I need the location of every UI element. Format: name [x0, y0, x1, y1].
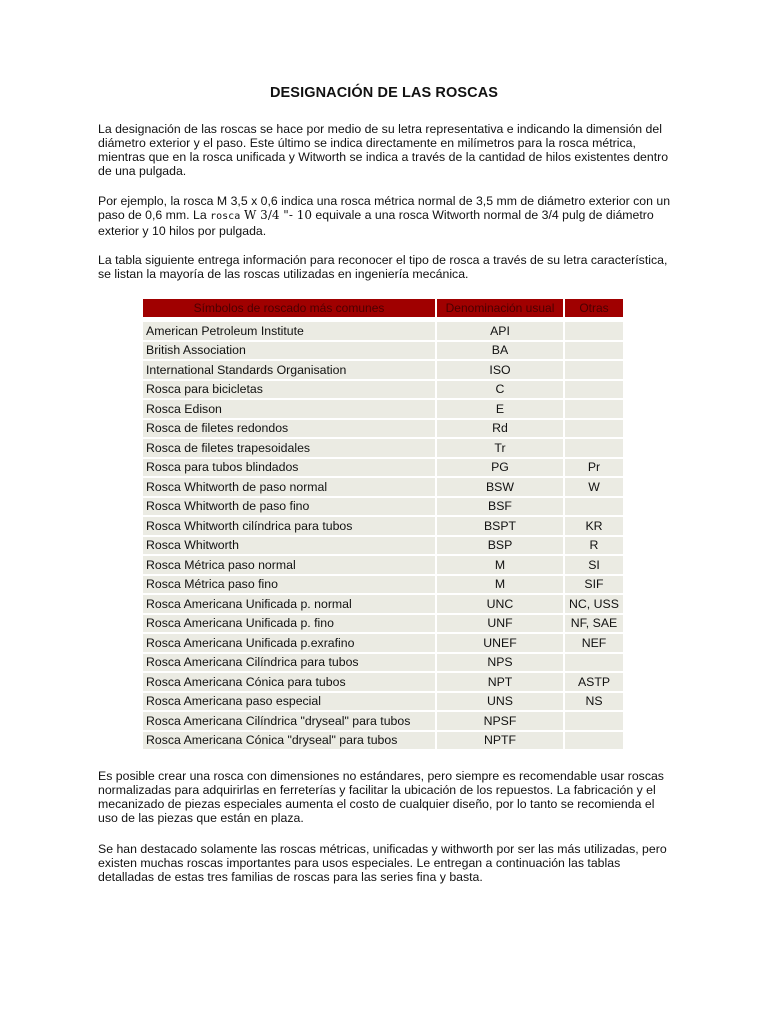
- table-row: [143, 361, 623, 381]
- header-others: Otras: [565, 299, 623, 317]
- cell-thread-name: Rosca Whitworth de paso fino: [143, 498, 437, 518]
- table-row: [143, 517, 623, 537]
- cell-thread-other: [565, 712, 623, 732]
- cell-thread-other: [565, 420, 623, 440]
- table-row: [143, 615, 623, 635]
- cell-thread-name: Rosca Americana Unificada p.exrafino: [143, 634, 437, 654]
- cell-thread-symbol: BA: [437, 342, 565, 362]
- cell-thread-name: Rosca Americana paso especial: [143, 693, 437, 713]
- cell-thread-name: Rosca Edison: [143, 400, 437, 420]
- cell-thread-symbol: UNS: [437, 693, 565, 713]
- table-row: [143, 478, 623, 498]
- cell-thread-other: W: [565, 478, 623, 498]
- cell-thread-name: Rosca Americana Cónica "dryseal" para tubos: [143, 732, 437, 752]
- cell-thread-symbol: BSPT: [437, 517, 565, 537]
- nonstandard-paragraph: Es posible crear una rosca con dimensiones no estándares, pero siempre es recomendable usar roscas normalizadas para adquirirlas en ferreterías y facilitar la ubicación de los repuestos. La fabricación y el mecanizado de piezas especiales aumenta el costo de cualquier diseño, por lo tanto se recomienda el uso de las piezas que están en plaza.: [98, 769, 664, 825]
- table-body: [143, 317, 623, 751]
- cell-thread-other: [565, 361, 623, 381]
- cell-thread-other: [565, 400, 623, 420]
- header-denomination: Denominación usual: [437, 299, 565, 317]
- example-text-after: equivale a una rosca Witworth normal de 3/4 pulg de diámetro exterior y 10 hilos por pulgada.: [98, 208, 654, 238]
- cell-thread-name: Rosca Americana Cilíndrica para tubos: [143, 654, 437, 674]
- cell-thread-symbol: NPSF: [437, 712, 565, 732]
- table-row: [143, 420, 623, 440]
- table-row: [143, 673, 623, 693]
- cell-thread-name: American Petroleum Institute: [143, 322, 437, 342]
- table-row: [143, 654, 623, 674]
- table-row: [143, 634, 623, 654]
- cell-thread-other: NF, SAE: [565, 615, 623, 635]
- cell-thread-name: Rosca Whitworth: [143, 537, 437, 557]
- cell-thread-symbol: M: [437, 576, 565, 596]
- cell-thread-name: Rosca para bicicletas: [143, 381, 437, 401]
- cell-thread-other: [565, 498, 623, 518]
- table-row: [143, 400, 623, 420]
- cell-thread-other: [565, 654, 623, 674]
- table-row: [143, 556, 623, 576]
- cell-thread-other: NS: [565, 693, 623, 713]
- table-row: [143, 712, 623, 732]
- cell-thread-symbol: C: [437, 381, 565, 401]
- cell-thread-symbol: E: [437, 400, 565, 420]
- cell-thread-other: Pr: [565, 459, 623, 479]
- closing-paragraph: Se han destacado solamente las roscas métricas, unificadas y withworth por ser las más utilizadas, pero existen muchas roscas importantes para usos especiales. Le entregan a continuación las tablas detalladas de estas tres familias de roscas para las series fina y basta.: [98, 842, 667, 884]
- cell-thread-other: SI: [565, 556, 623, 576]
- cell-thread-name: Rosca Métrica paso fino: [143, 576, 437, 596]
- cell-thread-name: Rosca Americana Cilíndrica "dryseal" para tubos: [143, 712, 437, 732]
- cell-thread-other: [565, 732, 623, 752]
- cell-thread-symbol: API: [437, 322, 565, 342]
- table-row: [143, 693, 623, 713]
- cell-thread-symbol: BSF: [437, 498, 565, 518]
- thread-symbols-table: [143, 299, 623, 751]
- cell-thread-symbol: M: [437, 556, 565, 576]
- table-row: [143, 595, 623, 615]
- cell-thread-symbol: Tr: [437, 439, 565, 459]
- cell-thread-name: Rosca Americana Unificada p. normal: [143, 595, 437, 615]
- cell-thread-symbol: NPT: [437, 673, 565, 693]
- table-row: [143, 537, 623, 557]
- cell-thread-name: International Standards Organisation: [143, 361, 437, 381]
- cell-thread-symbol: Rd: [437, 420, 565, 440]
- cell-thread-symbol: BSW: [437, 478, 565, 498]
- cell-thread-symbol: UNEF: [437, 634, 565, 654]
- table-row: [143, 342, 623, 362]
- example-formula: W 3/4 "- 10: [240, 208, 312, 222]
- table-row: [143, 732, 623, 752]
- page-title: DESIGNACIÓN DE LAS ROSCAS: [269, 85, 499, 101]
- cell-thread-other: NEF: [565, 634, 623, 654]
- cell-thread-name: Rosca Métrica paso normal: [143, 556, 437, 576]
- cell-thread-other: ASTP: [565, 673, 623, 693]
- cell-thread-other: NC, USS: [565, 595, 623, 615]
- example-code: rosca: [210, 211, 241, 222]
- cell-thread-other: SIF: [565, 576, 623, 596]
- table-row: [143, 322, 623, 342]
- cell-thread-name: Rosca Whitworth de paso normal: [143, 478, 437, 498]
- cell-thread-name: Rosca de filetes redondos: [143, 420, 437, 440]
- intro-paragraph: La designación de las roscas se hace por medio de su letra representativa e indicando la dimensión del diámetro exterior y el paso. Este último se indica directamente en milímetros para la rosca métrica, mientras que en la rosca unificada y Witworth se indica a través de la cantidad de hilos existentes dentro de una pulgada.: [98, 122, 669, 178]
- cell-thread-symbol: ISO: [437, 361, 565, 381]
- table-row: [143, 576, 623, 596]
- table-row: [143, 381, 623, 401]
- cell-thread-other: [565, 322, 623, 342]
- cell-thread-name: British Association: [143, 342, 437, 362]
- cell-thread-name: Rosca Whitworth cilíndrica para tubos: [143, 517, 437, 537]
- cell-thread-symbol: PG: [437, 459, 565, 479]
- cell-thread-name: Rosca para tubos blindados: [143, 459, 437, 479]
- cell-thread-symbol: NPS: [437, 654, 565, 674]
- table-row: [143, 459, 623, 479]
- table-header-row: [143, 299, 623, 317]
- cell-thread-other: [565, 342, 623, 362]
- header-symbols: Símbolos de roscado más comunes: [143, 299, 437, 317]
- cell-thread-symbol: NPTF: [437, 732, 565, 752]
- table-intro-paragraph: La tabla siguiente entrega información para reconocer el tipo de rosca a través de su letra característica, se listan la mayoría de las roscas utilizadas en ingeniería mecánica.: [98, 253, 668, 281]
- example-text-before: Por ejemplo, la rosca M 3,5 x 0,6 indica una rosca métrica normal de 3,5 mm de diámetro exterior con un paso de 0,6 mm. La: [98, 194, 671, 222]
- cell-thread-symbol: UNC: [437, 595, 565, 615]
- cell-thread-symbol: UNF: [437, 615, 565, 635]
- cell-thread-other: KR: [565, 517, 623, 537]
- cell-thread-name: Rosca de filetes trapesoidales: [143, 439, 437, 459]
- table-row: [143, 498, 623, 518]
- cell-thread-other: [565, 381, 623, 401]
- cell-thread-name: Rosca Americana Cónica para tubos: [143, 673, 437, 693]
- table-row: [143, 439, 623, 459]
- cell-thread-symbol: BSP: [437, 537, 565, 557]
- cell-thread-name: Rosca Americana Unificada p. fino: [143, 615, 437, 635]
- cell-thread-other: [565, 439, 623, 459]
- cell-thread-other: R: [565, 537, 623, 557]
- example-paragraph: [98, 194, 673, 238]
